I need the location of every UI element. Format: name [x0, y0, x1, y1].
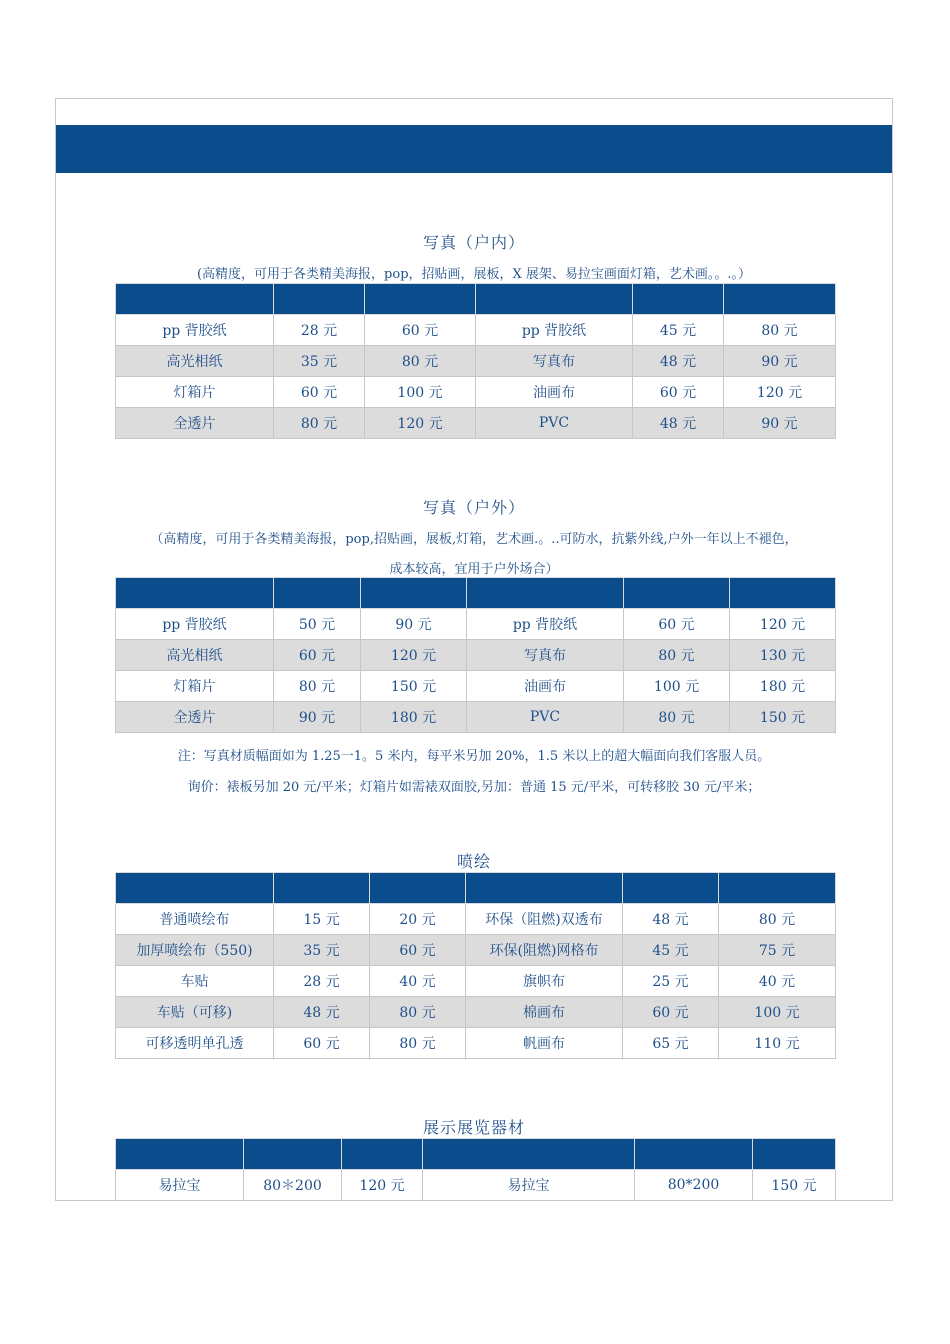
table-cell: 全透片 [116, 408, 274, 439]
table-row [116, 315, 836, 346]
outdoor-note-2: 询价：裱板另加 20 元/平米；灯箱片如需裱双面胶,另加：普通 15 元/平米，可转移胶 30 元/平米； [187, 780, 761, 795]
table-cell: 45 元 [633, 315, 724, 346]
table-cell: 80 元 [624, 640, 730, 671]
table-cell: 90 元 [724, 346, 836, 377]
section-desc-outdoor-line2: 成本较高，宜用于户外场合） [389, 562, 559, 577]
table-cell: 65 元 [623, 1028, 719, 1059]
table-header-cell [274, 284, 365, 315]
table-cell: 120 元 [724, 377, 836, 408]
table-cell: 60 元 [274, 1028, 370, 1059]
table-cell: 车贴（可移) [116, 997, 274, 1028]
table-cell: 60 元 [274, 640, 361, 671]
table-header-cell [730, 578, 836, 609]
table-cell: 帆画布 [466, 1028, 623, 1059]
table-header-row [116, 578, 836, 609]
table-row [116, 640, 836, 671]
table-header-cell [361, 578, 467, 609]
section-title-outdoor: 写真（户外） [422, 498, 525, 517]
price-table-inkjet [115, 872, 836, 1059]
table-cell: pp 背胶纸 [467, 609, 624, 640]
table-cell: 120 元 [361, 640, 467, 671]
table-cell: 150 元 [361, 671, 467, 702]
table-cell: 环保(阻燃)网格布 [466, 935, 623, 966]
table-header-cell [719, 873, 836, 904]
table-cell: 高光相纸 [116, 346, 274, 377]
table-cell: 80 元 [365, 346, 476, 377]
table-header-cell [466, 873, 623, 904]
table-cell: 80*200 [635, 1170, 753, 1201]
table-cell: 80 元 [274, 408, 365, 439]
table-cell: 旗帜布 [466, 966, 623, 997]
table-cell: 60 元 [365, 315, 476, 346]
table-cell: 100 元 [719, 997, 836, 1028]
table-row [116, 966, 836, 997]
table-cell: 60 元 [274, 377, 365, 408]
table-header-row [116, 284, 836, 315]
table-header-cell [476, 284, 633, 315]
table-header-cell [244, 1139, 342, 1170]
table-cell: 28 元 [274, 315, 365, 346]
table-cell: 150 元 [753, 1170, 836, 1201]
table-row [116, 935, 836, 966]
section-title-inkjet: 喷绘 [456, 852, 491, 871]
table-cell: 120 元 [730, 609, 836, 640]
table-cell: 60 元 [370, 935, 466, 966]
table-cell: 写真布 [467, 640, 624, 671]
table-cell: 40 元 [719, 966, 836, 997]
table-header-cell [365, 284, 476, 315]
outdoor-note-1: 注：写真材质幅面如为 1.25一1。5 米内，每平米另加 20%，1.5 米以上的超大幅面向我们客服人员。 [177, 749, 771, 764]
table-cell: 35 元 [274, 346, 365, 377]
table-cell: 180 元 [361, 702, 467, 733]
table-cell: pp 背胶纸 [476, 315, 633, 346]
table-cell: 25 元 [623, 966, 719, 997]
table-header-cell [274, 578, 361, 609]
table-cell: 80＊200 [244, 1170, 342, 1201]
table-cell: 120 元 [342, 1170, 423, 1201]
section-desc-indoor: (高精度，可用于各类精美海报，pop，招贴画，展板，X 展架、易拉宝画面灯箱，艺术画。。.。） [196, 267, 752, 282]
table-cell: 35 元 [274, 935, 370, 966]
document-frame [55, 98, 893, 1201]
table-header-cell [342, 1139, 423, 1170]
table-header-cell [116, 284, 274, 315]
table-header-cell [116, 1139, 244, 1170]
price-table-display [115, 1138, 836, 1201]
table-header-cell [423, 1139, 635, 1170]
table-cell: 20 元 [370, 904, 466, 935]
table-cell: 车贴 [116, 966, 274, 997]
table-row [116, 904, 836, 935]
table-cell: pp 背胶纸 [116, 315, 274, 346]
table-header-cell [116, 578, 274, 609]
table-cell: 90 元 [274, 702, 361, 733]
table-cell: 75 元 [719, 935, 836, 966]
table-header-row [116, 1139, 836, 1170]
table-header-cell [467, 578, 624, 609]
table-cell: 普通喷绘布 [116, 904, 274, 935]
table-cell: 50 元 [274, 609, 361, 640]
table-cell: 易拉宝 [116, 1170, 244, 1201]
table-cell: 油画布 [476, 377, 633, 408]
table-cell: 油画布 [467, 671, 624, 702]
table-row [116, 702, 836, 733]
table-cell: 100 元 [365, 377, 476, 408]
table-cell: 80 元 [370, 997, 466, 1028]
table-cell: 180 元 [730, 671, 836, 702]
table-cell: 灯箱片 [116, 671, 274, 702]
table-cell: pp 背胶纸 [116, 609, 274, 640]
price-table-indoor [115, 283, 836, 439]
table-header-cell [370, 873, 466, 904]
table-cell: 48 元 [274, 997, 370, 1028]
table-row [116, 1028, 836, 1059]
table-cell: 60 元 [633, 377, 724, 408]
table-header-cell [635, 1139, 753, 1170]
header-banner [56, 125, 892, 173]
table-row [116, 346, 836, 377]
table-cell: 120 元 [365, 408, 476, 439]
section-desc-outdoor-line1: （高精度，可用于各类精美海报，pop,招贴画，展板,灯箱，艺术画.。..可防水，抗紫外线,户外一年以上不褪色， [150, 532, 798, 547]
table-cell: 80 元 [274, 671, 361, 702]
table-row [116, 408, 836, 439]
table-cell: 150 元 [730, 702, 836, 733]
table-cell: 全透片 [116, 702, 274, 733]
table-row [116, 609, 836, 640]
table-cell: 48 元 [623, 904, 719, 935]
table-cell: 45 元 [623, 935, 719, 966]
table-cell: 90 元 [361, 609, 467, 640]
table-cell: 90 元 [724, 408, 836, 439]
table-cell: 加厚喷绘布（550) [116, 935, 274, 966]
table-header-cell [116, 873, 274, 904]
table-header-cell [753, 1139, 836, 1170]
table-cell: 80 元 [719, 904, 836, 935]
table-cell: 易拉宝 [423, 1170, 635, 1201]
table-cell: 40 元 [370, 966, 466, 997]
table-row [116, 671, 836, 702]
section-title-indoor: 写真（户内） [422, 233, 525, 252]
table-header-cell [623, 873, 719, 904]
table-header-cell [633, 284, 724, 315]
table-cell: 写真布 [476, 346, 633, 377]
table-cell: 60 元 [623, 997, 719, 1028]
section-title-display: 展示展览器材 [422, 1118, 525, 1137]
table-cell: 80 元 [370, 1028, 466, 1059]
table-header-cell [724, 284, 836, 315]
table-cell: 100 元 [624, 671, 730, 702]
table-row [116, 997, 836, 1028]
table-cell: 48 元 [633, 408, 724, 439]
table-cell: 80 元 [624, 702, 730, 733]
price-table-outdoor [115, 577, 836, 733]
table-cell: 15 元 [274, 904, 370, 935]
table-cell: 48 元 [633, 346, 724, 377]
table-cell: 130 元 [730, 640, 836, 671]
table-cell: 环保（阻燃)双透布 [466, 904, 623, 935]
table-cell: 灯箱片 [116, 377, 274, 408]
table-cell: 可移透明单孔透 [116, 1028, 274, 1059]
table-cell: PVC [476, 408, 633, 439]
table-cell: 高光相纸 [116, 640, 274, 671]
table-cell: 80 元 [724, 315, 836, 346]
table-header-row [116, 873, 836, 904]
table-row [116, 377, 836, 408]
table-cell: 60 元 [624, 609, 730, 640]
table-header-cell [274, 873, 370, 904]
table-header-cell [624, 578, 730, 609]
table-cell: 110 元 [719, 1028, 836, 1059]
table-cell: 棉画布 [466, 997, 623, 1028]
table-row [116, 1170, 836, 1201]
table-cell: PVC [467, 702, 624, 733]
table-cell: 28 元 [274, 966, 370, 997]
